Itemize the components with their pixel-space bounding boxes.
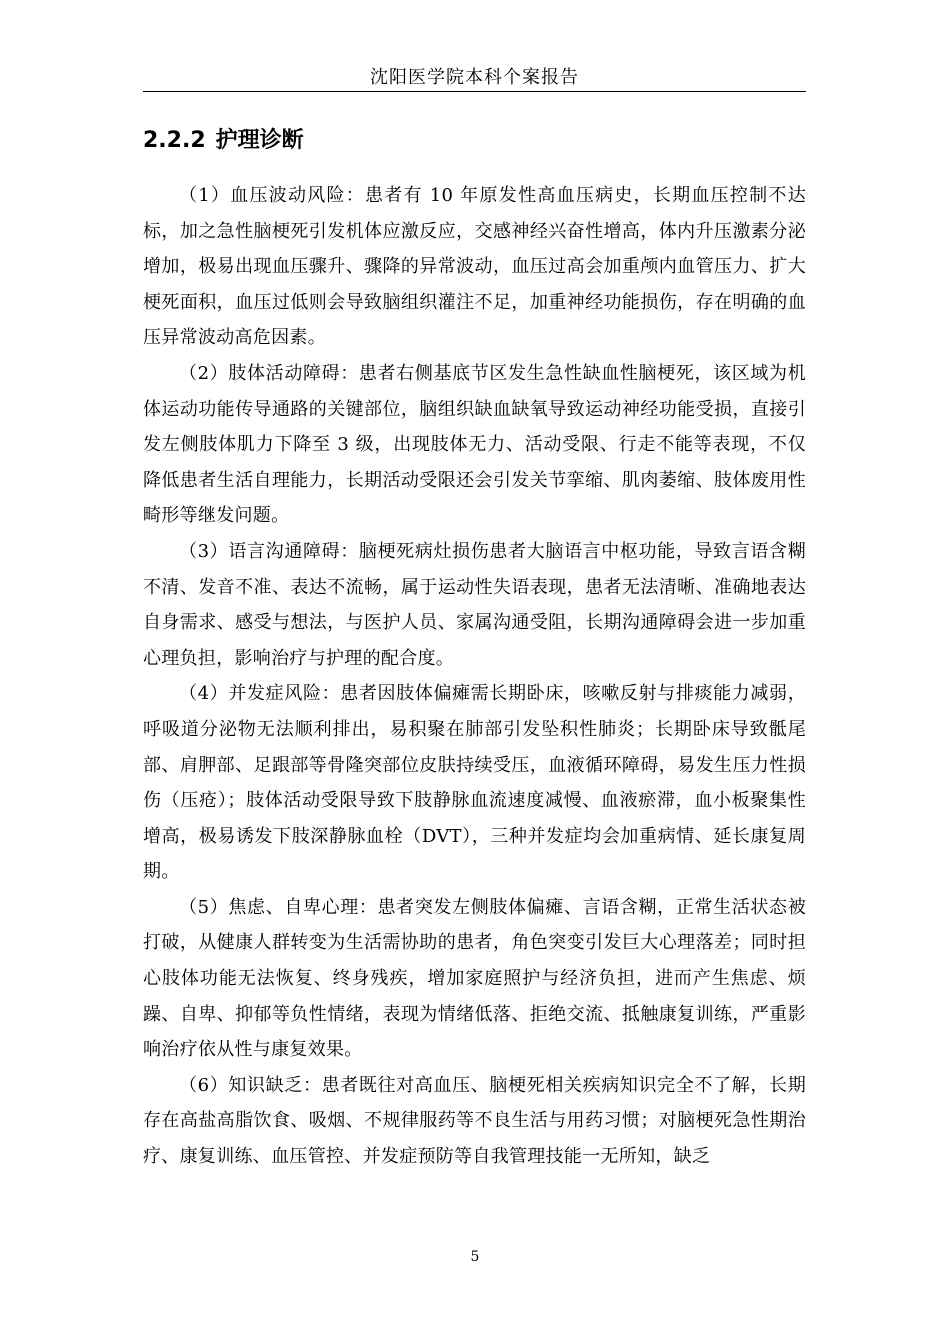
paragraph-anxiety: （5）焦虑、自卑心理：患者突发左侧肢体偏瘫、言语含糊，正常生活状态被打破，从健康人群转变为生活需协助的患者，角色突变引发巨大心理落差；同时担心肢体功能无法恢复、终身残疾，增加家庭照护与经济负担，进而产生焦虑、烦躁、自卑、抑郁等负性情绪，表现为情绪低落、拒绝交流、抵触康复训练，严重影响治疗依从性与康复效果。 <box>143 896 806 1061</box>
paragraph-knowledge-deficit: （6）知识缺乏：患者既往对高血压、脑梗死相关疾病知识完全不了解，长期存在高盐高脂饮食、吸烟、不规律服药等不良生活与用药习惯；对脑梗死急性期治疗、康复训练、血压管控、并发症预防等自我管理技能一无所知，缺乏 <box>143 1074 806 1168</box>
running-header: 沈阳医学院本科个案报告 <box>370 67 579 88</box>
section-number: 2.2.2 <box>143 128 206 153</box>
header-rule <box>143 91 806 92</box>
page-number: 5 <box>470 1249 480 1265</box>
paragraph-limb-mobility: （2）肢体活动障碍：患者右侧基底节区发生急性缺血性脑梗死，该区域为机体运动功能传导通路的关键部位，脑组织缺血缺氧导致运动神经功能受损，直接引发左侧肢体肌力下降至 3 级，出现肢体无力、活动受限、行走不能等表现，不仅降低患者生活自理能力，长期活动受限还会引发关节挛缩、肌肉萎缩、肢体废用性畸形等继发问题。 <box>143 362 806 527</box>
section-title: 护理诊断 <box>215 128 304 153</box>
paragraph-language-communication: （3）语言沟通障碍：脑梗死病灶损伤患者大脑语言中枢功能，导致言语含糊不清、发音不准、表达不流畅，属于运动性失语表现，患者无法清晰、准确地表达自身需求、感受与想法，与医护人员、家属沟通受阻，长期沟通障碍会进一步加重心理负担，影响治疗与护理的配合度。 <box>143 540 806 669</box>
body-text <box>143 178 806 1175</box>
paragraph-blood-pressure-risk: （1）血压波动风险：患者有 10 年原发性高血压病史，长期血压控制不达标，加之急性脑梗死引发机体应激反应，交感神经兴奋性增高，体内升压激素分泌增加，极易出现血压骤升、骤降的异常波动，血压过高会加重颅内血管压力、扩大梗死面积，血压过低则会导致脑组织灌注不足，加重神经功能损伤，存在明确的血压异常波动高危因素。 <box>143 185 806 349</box>
section-heading <box>143 126 304 156</box>
paragraph-complication-risk: （4）并发症风险：患者因肢体偏瘫需长期卧床，咳嗽反射与排痰能力减弱，呼吸道分泌物无法顺利排出，易积聚在肺部引发坠积性肺炎；长期卧床导致骶尾部、肩胛部、足跟部等骨隆突部位皮肤持续受压，血液循环障碍，易发生压力性损伤（压疮）；肢体活动受限导致下肢静脉血流速度减慢、血液瘀滞，血小板聚集性增高，极易诱发下肢深静脉血栓（DVT），三种并发症均会加重病情、延长康复周期。 <box>143 683 806 883</box>
